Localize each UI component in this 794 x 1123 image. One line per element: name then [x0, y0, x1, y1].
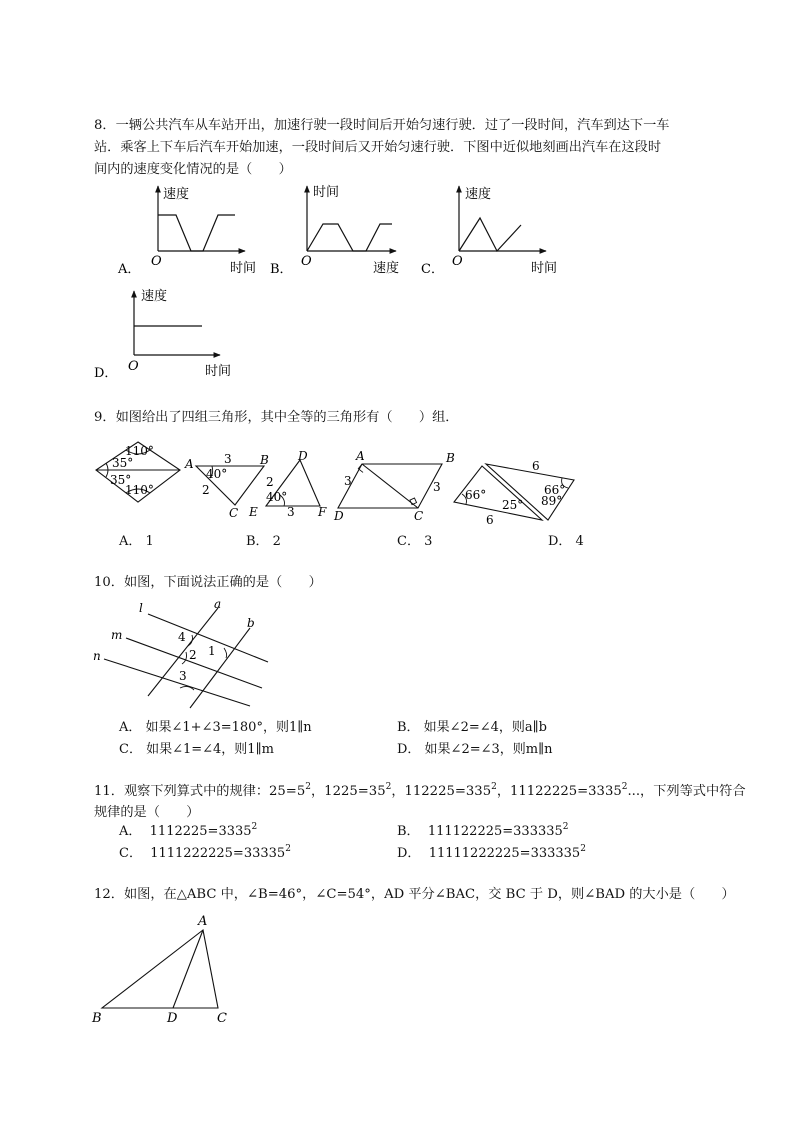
- q9-stem: 9．如图给出了四组三角形，其中全等的三角形有（ ）组．: [94, 410, 459, 425]
- q10-figure: [90, 598, 280, 710]
- q11-part-4: ...，下列等式中符合: [627, 784, 746, 799]
- fig2-label-f: F: [318, 505, 327, 519]
- fig2-ac: 2: [202, 483, 210, 497]
- q11-option-a-label: A．: [119, 824, 142, 839]
- fig4-66-right: 66°: [544, 483, 566, 497]
- q11-exp-3: 2: [491, 782, 497, 792]
- q11-option-a-text: 1112225=3335: [149, 824, 252, 839]
- q11-line-1: [94, 781, 746, 803]
- q9-option-b[interactable]: B． 2: [246, 534, 281, 549]
- q11-exp-1: 2: [305, 782, 311, 792]
- q10-stem: 10．如图，下面说法正确的是（ ）: [94, 575, 322, 590]
- fig3-left: 3: [344, 474, 352, 488]
- q8-graph-d: [92, 285, 252, 380]
- q9-fig-4: [452, 454, 580, 526]
- graph-b-time: 时间: [313, 185, 340, 200]
- q9-fig-1: [92, 438, 184, 510]
- option-b-label: B．: [270, 262, 293, 277]
- fig1-left-bottom: 35°: [110, 473, 132, 487]
- graph-d-time: 时间: [205, 364, 232, 379]
- q10-option-b[interactable]: B． 如果∠2=∠4，则a∥b: [397, 720, 547, 735]
- fig2-label-c: C: [229, 506, 239, 520]
- fig1-left-top: 35°: [112, 456, 134, 470]
- fig2-label-e: E: [249, 505, 258, 519]
- graph-b-speed: 速度: [373, 261, 400, 276]
- q10-option-c[interactable]: C． 如果∠1=∠4，则1∥m: [119, 742, 274, 757]
- fig3-label-a: A: [356, 449, 365, 463]
- q12-label-c: C: [217, 1011, 227, 1026]
- q11-option-a-exp: 2: [251, 822, 258, 832]
- q10-angle-1: 1: [208, 644, 216, 658]
- q8-graph-b: [268, 182, 418, 277]
- q9-option-d[interactable]: D． 4: [548, 534, 584, 549]
- q11-option-b-text: 111122225=333335: [427, 824, 563, 839]
- graph-a-speed: 速度: [163, 187, 190, 202]
- q10-label-n: n: [93, 649, 101, 663]
- fig1-top-angle: 110°: [125, 444, 154, 458]
- fig4-66-left: 66°: [465, 488, 487, 502]
- q11-exp-2: 2: [385, 782, 392, 792]
- q11-exp-4: 2: [621, 782, 628, 792]
- option-a-label: A．: [118, 262, 141, 277]
- q11-part-1: ，1225=35: [311, 784, 386, 799]
- fig4-top: 6: [532, 459, 540, 473]
- q11-option-a[interactable]: [119, 822, 257, 842]
- q9-option-a[interactable]: A． 1: [119, 534, 154, 549]
- q11-line-2: 规律的是（ ）: [94, 805, 200, 820]
- q11-option-d-text: 11111222225=333335: [428, 846, 581, 861]
- graph-a-origin: O: [151, 254, 162, 269]
- fig2-label-a: A: [185, 457, 194, 471]
- q9-fig-3: [330, 446, 460, 524]
- q10-label-b: b: [247, 616, 255, 630]
- q11-option-b-label: B．: [397, 824, 420, 839]
- fig4-25: 25°: [502, 498, 524, 512]
- q11-line-1-pre: 11．观察下列算式中的规律：25=5: [94, 784, 306, 799]
- fig2-label-d: D: [298, 449, 308, 463]
- q8-graph-a: [115, 182, 270, 277]
- graph-d-speed: 速度: [141, 289, 168, 304]
- fig3-label-b: B: [446, 451, 455, 465]
- q10-angle-4: 4: [178, 630, 186, 644]
- q11-option-b[interactable]: [397, 822, 569, 842]
- fig2-ab: 3: [224, 452, 232, 466]
- q9-option-c[interactable]: C． 3: [397, 534, 433, 549]
- graph-b-origin: O: [301, 254, 312, 269]
- q10-label-m: m: [111, 628, 123, 642]
- q9-fig-2: [182, 450, 334, 522]
- q10-option-a[interactable]: A． 如果∠1+∠3=180°，则1∥n: [119, 720, 312, 735]
- q10-label-l: l: [139, 601, 143, 615]
- q12-stem: 12．如图，在△ABC 中，∠B=46°，∠C=54°，AD 平分∠BAC，交 BC 于 D，则∠BAD 的大小是（ ）: [94, 887, 735, 902]
- graph-c-speed: 速度: [465, 187, 492, 202]
- graph-c-origin: O: [452, 254, 463, 269]
- fig2-ang2: 40°: [266, 490, 288, 504]
- q11-option-d-label: D．: [397, 846, 421, 861]
- fig2-de: 2: [266, 475, 274, 489]
- q11-option-c[interactable]: [119, 844, 291, 864]
- fig4-bottom: 6: [486, 513, 494, 527]
- graph-c-time: 时间: [531, 261, 558, 276]
- option-d-label: D．: [94, 366, 118, 381]
- q8-graph-c: [418, 182, 578, 277]
- q11-option-c-text: 1111222225=33335: [150, 846, 286, 861]
- q11-option-d[interactable]: [397, 844, 586, 864]
- option-c-label: C．: [421, 262, 444, 277]
- q10-option-d[interactable]: D． 如果∠2=∠3，则m∥n: [397, 742, 553, 757]
- fig2-ef: 3: [287, 505, 295, 519]
- q12-triangle: [90, 910, 240, 1028]
- fig1-bottom-angle: 110°: [125, 483, 154, 497]
- q11-option-c-exp: 2: [285, 844, 291, 854]
- q11-option-b-exp: 2: [562, 822, 569, 832]
- q11-part-3: ，11122225=3335: [496, 784, 622, 799]
- fig2-label-b: B: [260, 453, 269, 467]
- q11-option-d-exp: 2: [580, 844, 586, 854]
- q10-angle-3: 3: [179, 669, 187, 683]
- fig3-label-d: D: [334, 509, 344, 523]
- q10-label-a: a: [214, 597, 222, 611]
- q12-label-d: D: [167, 1011, 178, 1026]
- q11-part-2: ，112225=335: [391, 784, 492, 799]
- q10-angle-2: 2: [189, 648, 197, 662]
- q8-line-3: 间内的速度变化情况的是（ ）: [94, 162, 292, 177]
- q12-label-b: B: [92, 1011, 102, 1026]
- fig3-label-c: C: [414, 509, 424, 523]
- graph-d-origin: O: [128, 359, 139, 374]
- q12-label-a: A: [198, 914, 208, 929]
- fig2-ang1: 40°: [206, 467, 228, 481]
- q11-option-c-label: C．: [119, 846, 142, 861]
- fig4-89: 89°: [541, 494, 563, 508]
- fig3-right: 3: [433, 480, 441, 494]
- q8-line-2: 站．乘客上下车后汽车开始加速，一段时间后又开始匀速行驶．下图中近似地刻画出汽车在这段时: [94, 140, 662, 155]
- graph-a-time: 时间: [230, 261, 257, 276]
- q8-line-1: 8．一辆公共汽车从车站开出，加速行驶一段时间后开始匀速行驶．过了一段时间，汽车到达下一车: [94, 118, 670, 133]
